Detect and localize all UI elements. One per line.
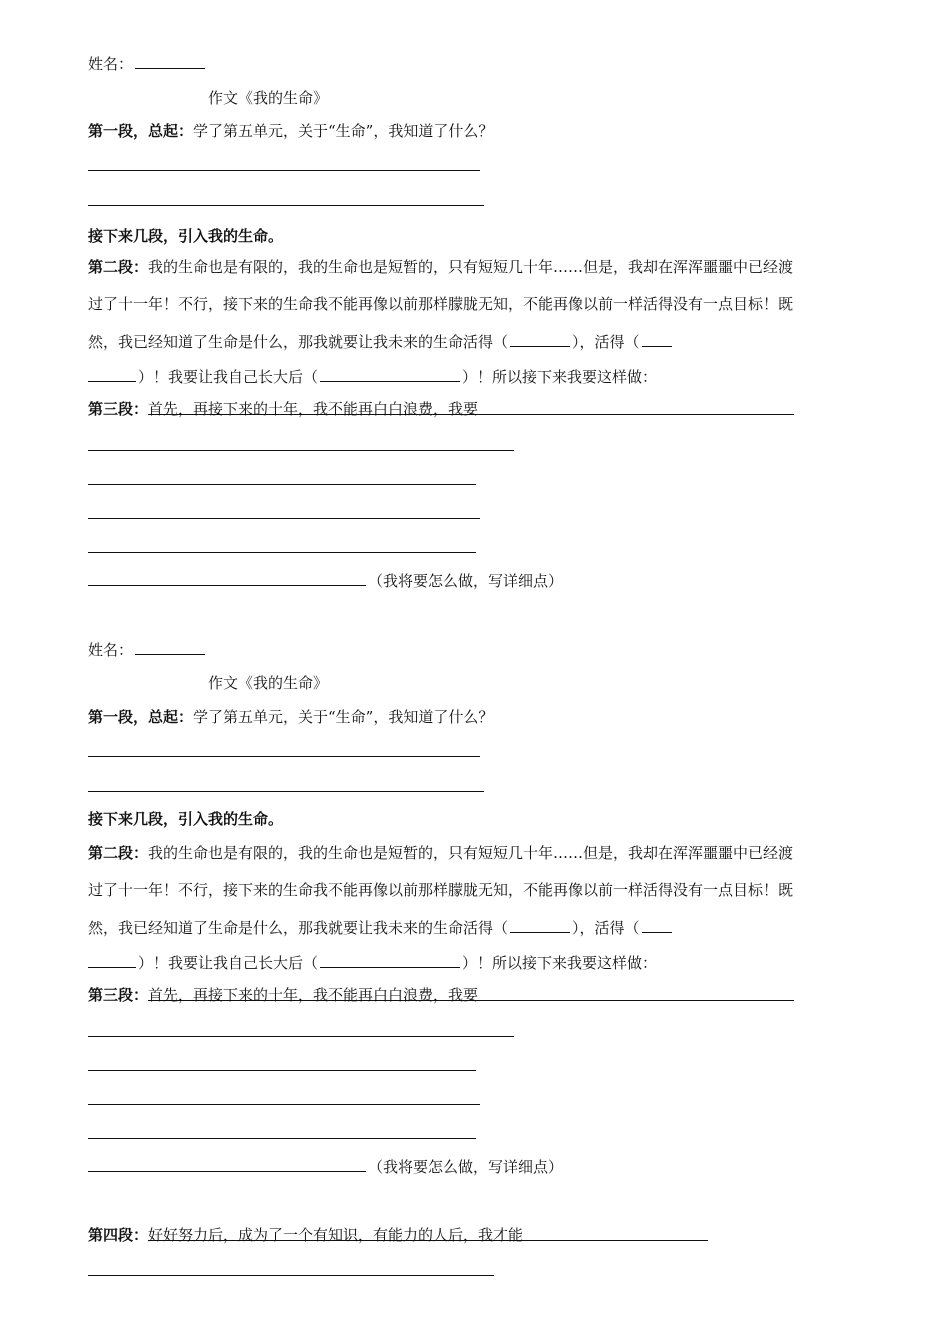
answer-line[interactable]	[88, 1275, 494, 1276]
para3-label: 第三段：	[88, 986, 149, 1004]
answer-line[interactable]	[88, 484, 476, 485]
para2-line-2: 过了十一年！不行，接下来的生命我不能再像以前那样朦胧无知，不能再像以前一样活得没有一点目标！既	[88, 295, 794, 313]
name-label: 姓名：	[88, 55, 134, 73]
para3-underlined[interactable]	[148, 986, 794, 1004]
answer-line[interactable]	[88, 791, 484, 792]
para2-line-4	[88, 367, 657, 386]
para2-line-1	[88, 844, 793, 862]
fill-blank[interactable]	[88, 953, 136, 968]
para2-line-2: 过了十一年！不行，接下来的生命我不能再像以前那样朦胧无知，不能再像以前一样活得没有一点目标！既	[88, 881, 794, 899]
para3-label: 第三段：	[88, 400, 149, 418]
para2-text: ）！所以接下来我要这样做：	[462, 368, 658, 386]
para4-label: 第四段：	[88, 1226, 149, 1244]
para2-text: ）！我要让我自己长大后（	[138, 368, 319, 386]
para3-text: 首先，再接下来的十年，我不能再白白浪费，我要	[148, 400, 479, 418]
para4-text: 好好努力后，成为了一个有知识，有能力的人后，我才能	[148, 1226, 524, 1244]
para3-note-row	[88, 1157, 563, 1176]
fill-blank[interactable]	[320, 953, 460, 968]
para2-line-4	[88, 953, 657, 972]
para2-line-1	[88, 258, 793, 276]
fill-blank[interactable]	[510, 918, 570, 933]
para2-label: 第二段：	[88, 258, 149, 276]
para3-note: （我将要怎么做，写详细点）	[368, 1158, 564, 1176]
para2-text: 然，我已经知道了生命是什么，那我就要让我未来的生命活得（	[88, 919, 509, 937]
essay-title: 作文《我的生命》	[208, 674, 329, 692]
para4-underlined[interactable]	[148, 1226, 708, 1244]
answer-line[interactable]	[88, 170, 480, 171]
para2-line-3	[88, 332, 674, 351]
para2-text: ）！所以接下来我要这样做：	[462, 954, 658, 972]
intro-heading: 接下来几段，引入我的生命。	[88, 227, 284, 245]
answer-line[interactable]	[88, 1104, 480, 1105]
para3-text: 首先，再接下来的十年，我不能再白白浪费，我要	[148, 986, 479, 1004]
para1-row	[88, 122, 493, 140]
intro-heading: 接下来几段，引入我的生命。	[88, 810, 284, 828]
para2-text: 我的生命也是有限的，我的生命也是短暂的，只有短短几十年……但是，我却在浑浑噩噩中已经渡	[148, 258, 794, 276]
answer-line[interactable]	[88, 1138, 476, 1139]
para4-row	[88, 1226, 708, 1244]
para3-row	[88, 986, 794, 1004]
fill-blank[interactable]	[510, 332, 570, 347]
answer-line[interactable]	[88, 756, 480, 757]
fill-blank[interactable]	[642, 332, 672, 347]
name-label: 姓名：	[88, 641, 134, 659]
name-row	[88, 54, 207, 73]
para3-underlined[interactable]	[148, 400, 794, 418]
para3-row	[88, 400, 794, 418]
answer-line[interactable]	[88, 552, 476, 553]
name-blank[interactable]	[135, 640, 205, 655]
para2-label: 第二段：	[88, 844, 149, 862]
answer-line[interactable]	[88, 1157, 366, 1172]
answer-line[interactable]	[88, 1070, 476, 1071]
para3-note-row	[88, 571, 563, 590]
answer-line[interactable]	[88, 571, 366, 586]
para2-text: ），活得（	[572, 919, 640, 937]
fill-blank[interactable]	[320, 367, 460, 382]
para3-note: （我将要怎么做，写详细点）	[368, 572, 564, 590]
para1-label: 第一段，总起：	[88, 122, 194, 140]
para2-text: ），活得（	[572, 333, 640, 351]
para1-prompt: 学了第五单元，关于“生命”，我知道了什么？	[193, 708, 494, 726]
name-blank[interactable]	[135, 54, 205, 69]
answer-line[interactable]	[88, 205, 484, 206]
para2-text: 我的生命也是有限的，我的生命也是短暂的，只有短短几十年……但是，我却在浑浑噩噩中已经渡	[148, 844, 794, 862]
para1-label: 第一段，总起：	[88, 708, 194, 726]
answer-line[interactable]	[88, 1036, 514, 1037]
para1-row	[88, 708, 493, 726]
fill-blank[interactable]	[88, 367, 136, 382]
essay-title: 作文《我的生命》	[208, 89, 329, 107]
name-row	[88, 640, 207, 659]
para1-prompt: 学了第五单元，关于“生命”，我知道了什么？	[193, 122, 494, 140]
para2-line-3	[88, 918, 674, 937]
answer-line[interactable]	[88, 450, 514, 451]
fill-blank[interactable]	[642, 918, 672, 933]
answer-line[interactable]	[88, 518, 480, 519]
para2-text: ）！我要让我自己长大后（	[138, 954, 319, 972]
para2-text: 然，我已经知道了生命是什么，那我就要让我未来的生命活得（	[88, 333, 509, 351]
